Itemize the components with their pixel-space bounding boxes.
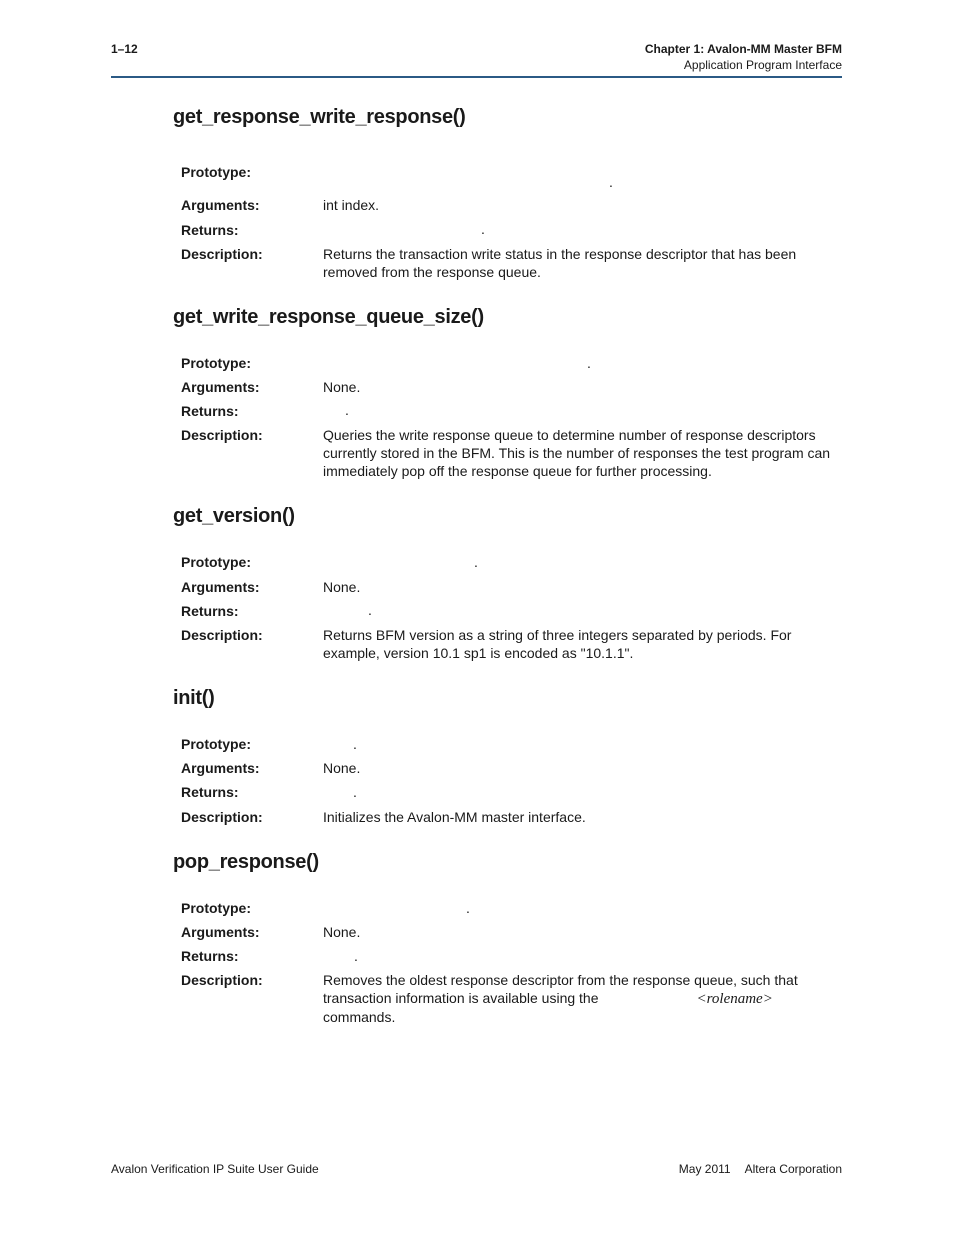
arguments-value: None. [323, 379, 361, 395]
description-text: Removes the oldest response descriptor from the response queue, such that transaction information is available using the [323, 972, 798, 1006]
returns-label: Returns: [181, 603, 239, 619]
description-label: Description: [181, 627, 263, 643]
rolename-placeholder: <rolename> [696, 991, 773, 1007]
arguments-label: Arguments: [181, 379, 260, 395]
arguments-value: None. [323, 760, 361, 776]
arguments-label: Arguments: [181, 579, 260, 595]
arguments-value: int index. [323, 197, 380, 213]
header-divider [111, 76, 842, 78]
arguments-label: Arguments: [181, 197, 260, 213]
description-text-end: commands. [323, 1009, 396, 1025]
prototype-value: . [466, 900, 470, 916]
chapter-title: Chapter 1: Avalon-MM Master BFM [644, 42, 842, 56]
description-label: Description: [181, 246, 263, 262]
returns-value: . [354, 948, 358, 964]
prototype-label: Prototype: [181, 164, 251, 180]
returns-label: Returns: [181, 403, 239, 419]
prototype-value: . [609, 174, 613, 190]
prototype-value: . [587, 355, 591, 371]
returns-value: . [353, 784, 357, 800]
heading-get-response-write-response: get_response_write_response() [173, 106, 466, 128]
footer-info [679, 1162, 842, 1176]
description-value: Queries the write response queue to determine number of response descriptors currently stored in the BFM. This is the number of responses the test program can immediately pop off the response queue for further processing. [323, 427, 831, 479]
description-value: Returns BFM version as a string of three integers separated by periods. For example, version 10.1 sp1 is encoded as "10.1.1". [323, 627, 792, 661]
description-value [323, 971, 843, 1026]
prototype-label: Prototype: [181, 554, 251, 570]
returns-value: . [368, 602, 372, 618]
arguments-label: Arguments: [181, 760, 260, 776]
prototype-label: Prototype: [181, 355, 251, 371]
returns-value: . [481, 221, 485, 237]
arguments-value: None. [323, 924, 361, 940]
page-number: 1–12 [111, 42, 138, 56]
description-label: Description: [181, 809, 263, 825]
description-value: Initializes the Avalon-MM master interface. [323, 809, 586, 825]
prototype-label: Prototype: [181, 736, 251, 752]
prototype-value: . [474, 554, 478, 570]
returns-label: Returns: [181, 222, 239, 238]
arguments-value: None. [323, 579, 361, 595]
heading-init: init() [173, 687, 215, 709]
footer-date: May 2011 [678, 1162, 731, 1176]
footer-guide-title: Avalon Verification IP Suite User Guide [111, 1162, 319, 1176]
heading-get-write-response-queue-size: get_write_response_queue_size() [173, 306, 484, 328]
heading-get-version: get_version() [173, 505, 295, 527]
prototype-value: . [353, 736, 357, 752]
returns-label: Returns: [181, 948, 239, 964]
section-name: Application Program Interface [683, 58, 842, 72]
prototype-label: Prototype: [181, 900, 251, 916]
description-label: Description: [181, 972, 263, 988]
heading-pop-response: pop_response() [173, 851, 319, 873]
footer-company: Altera Corporation [744, 1162, 842, 1176]
arguments-label: Arguments: [181, 924, 260, 940]
description-value: Returns the transaction write status in the response descriptor that has been removed from the response queue. [323, 246, 797, 280]
returns-value: . [345, 402, 349, 418]
returns-label: Returns: [181, 784, 239, 800]
description-label: Description: [181, 427, 263, 443]
